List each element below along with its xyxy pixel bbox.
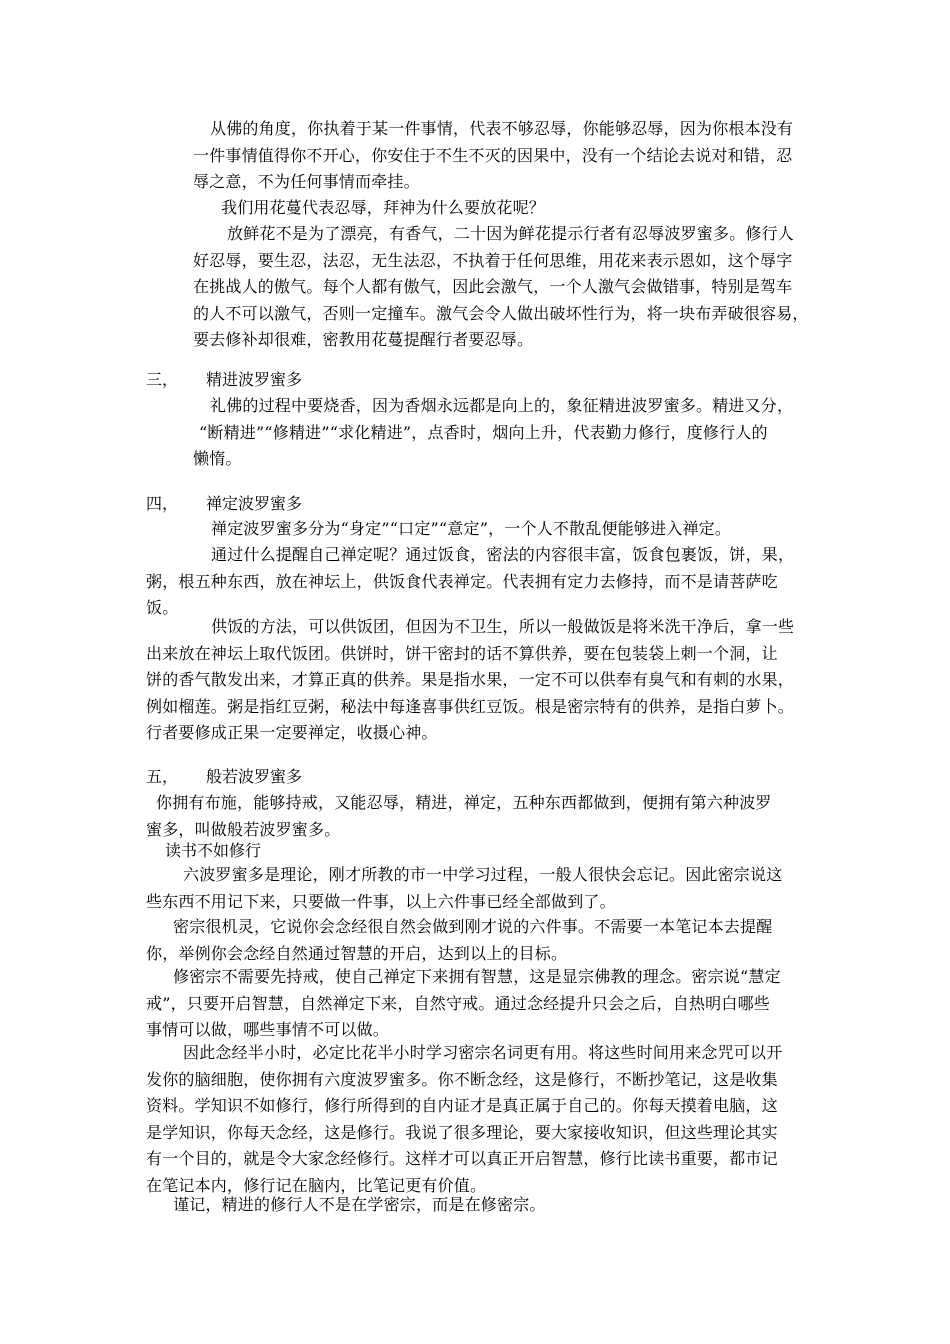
text-line: 密宗很机灵，它说你会念经很自然会做到刚才说的六件事。不需要一本笔记本去提醒 bbox=[173, 917, 773, 936]
paragraph bbox=[146, 964, 812, 1044]
paragraph bbox=[146, 542, 812, 622]
paragraph bbox=[146, 862, 812, 915]
text-line: 你，举例你会念经自然通过智慧的开启，达到以上的目标。 bbox=[146, 943, 568, 963]
paragraph bbox=[146, 614, 812, 747]
text-line: 从佛的角度，你执着于某一件事情，代表不够忍辱，你能够忍辱，因为你根本没有 bbox=[210, 119, 794, 138]
text-line: 饭。 bbox=[146, 598, 179, 617]
text-line: “断精进”“修精进”“求化精进”，点香时，烟向上升，代表勤力修行，度修行人的 bbox=[199, 422, 768, 442]
text-line: 出来放在神坛上取代饭团。供饼时，饼干密封的话不算供养，要在包装袋上刺一个洞，让 bbox=[146, 643, 778, 663]
section-title: 禅定波罗蜜多 bbox=[206, 494, 303, 513]
section-heading bbox=[146, 491, 302, 517]
text-line: 谨记，精进的修行人不是在学密宗，而是在修密宗。 bbox=[173, 1195, 546, 1214]
text-line: 六波罗蜜多是理论，刚才所教的市一中学习过程，一般人很快会忘记。因此密宗说这 bbox=[183, 865, 783, 884]
paragraph bbox=[146, 914, 812, 967]
text-line: 供饭的方法，可以供饭团，但因为不卫生，所以一般做饭是将米洗干净后，拿一些 bbox=[211, 617, 795, 636]
text-line: 你拥有布施，能够持戒，又能忍辱，精进，禅定，五种东西都做到，便拥有第六种波罗 bbox=[156, 793, 772, 812]
text-line: 在挑战人的傲气。每个人都有傲气，因此会激气，一个人激气会做错事，特别是驾车 bbox=[193, 277, 793, 296]
text-line: 禅定波罗蜜多分为“身定”“口定”“意定”，一个人不散乱便能够进入禅定。 bbox=[211, 519, 732, 538]
text-line: 放鲜花不是为了漂亮，有香气，二十因为鲜花提示行者有忍辱波罗蜜多。修行人 bbox=[227, 224, 795, 243]
text-line: 一件事情值得你不开心，你安住于不生不灭的因果中，没有一个结论去说对和错，忍 bbox=[193, 145, 793, 165]
text-line: 粥，根五种东西，放在神坛上，供饭食代表禅定。代表拥有定力去修持，而不是请菩萨吃 bbox=[146, 571, 778, 591]
text-line: 礼佛的过程中要烧香，因为香烟永远都是向上的，象征精进波罗蜜多。精进又分， bbox=[210, 396, 794, 415]
paragraph bbox=[211, 516, 811, 543]
text-line: 发你的脑细胞，使你拥有六度波罗蜜多。你不断念经，这是修行，不断抄笔记，这是收集 bbox=[146, 1069, 778, 1089]
text-line: 的人不可以激气，否则一定撞车。激气会令人做出破坏性行为，将一块布弄破很容易， bbox=[193, 303, 809, 323]
section-heading bbox=[146, 764, 302, 790]
subheading: 读书不如修行 bbox=[165, 841, 262, 860]
text-line: 因此念经半小时，必定比花半小时学习密宗名词更有用。将这些时间用来念咒可以开 bbox=[183, 1043, 783, 1062]
text-line: 辱之意，不为任何事情而牵挂。 bbox=[193, 172, 420, 191]
text-line: 在笔记本内，修行记在脑内，比笔记更有价值。 bbox=[146, 1175, 487, 1195]
text-line: 好忍辱，要生忍，法忍，无生法忍，不执着于任何思维，用花来表示恩如，这个辱字 bbox=[193, 250, 793, 270]
text-line: 蜜多，叫做般若波罗蜜多。 bbox=[146, 819, 341, 839]
section-title: 般若波罗蜜多 bbox=[206, 767, 303, 786]
text-line: 行者要修成正果一定要禅定，收摄心神。 bbox=[146, 723, 438, 742]
section-number: 三， bbox=[146, 370, 179, 389]
paragraph bbox=[221, 195, 811, 222]
paragraph bbox=[146, 1192, 812, 1219]
text-line: 是学知识，你每天念经，这是修行。我说了很多理论，要大家接收知识，但这些理论其实 bbox=[146, 1122, 778, 1142]
text-line: 资料。学知识不如修行，修行所得到的自内证才是真正属于自己的。你每天摸着电脑，这 bbox=[146, 1096, 778, 1115]
text-line: 有一个目的，就是令大家念经修行。这样才可以真正开启智慧，修行比读书重要，都市记 bbox=[146, 1149, 778, 1168]
text-line: 懒惰。 bbox=[193, 449, 242, 468]
text-line: 事情可以做，哪些事情不可以做。 bbox=[146, 1020, 390, 1039]
paragraph bbox=[193, 116, 813, 196]
paragraph bbox=[146, 1040, 812, 1199]
section-number: 四， bbox=[146, 494, 179, 513]
section-heading bbox=[146, 367, 302, 393]
paragraph bbox=[146, 790, 812, 843]
paragraph bbox=[193, 221, 813, 354]
text-line: 饼的香气散发出来，才算正真的供养。果是指水果，一定不可以供奉有臭气和有刺的水果， bbox=[146, 670, 795, 689]
text-line: 通过什么提醒自己禅定呢？通过饭食，密法的内容很丰富，饭食包裹饭，饼，果， bbox=[211, 545, 795, 564]
text-line: 我们用花蔓代表忍辱，拜神为什么要放花呢？ bbox=[221, 198, 546, 217]
section-title: 精进波罗蜜多 bbox=[206, 370, 303, 389]
text-line: 戒”，只要开启智慧，自然禅定下来，自然守戒。通过念经提升只会之后，自热明白哪些 bbox=[146, 993, 770, 1013]
section-number: 五， bbox=[146, 767, 179, 786]
paragraph bbox=[193, 393, 813, 473]
text-line: 修密宗不需要先持戒，使自己禅定下来拥有智慧，这是显宗佛教的理念。密宗说“慧定 bbox=[173, 967, 781, 986]
text-line: 例如榴莲。粥是指红豆粥，秘法中每逢喜事供红豆饭。根是密宗特有的供养，是指白萝卜。 bbox=[146, 696, 795, 716]
text-line: 要去修补却很难，密教用花蔓提醒行者要忍辱。 bbox=[193, 330, 534, 349]
text-line: 些东西不用记下来，只要做一件事，以上六件事已经全部做到了。 bbox=[146, 891, 616, 911]
